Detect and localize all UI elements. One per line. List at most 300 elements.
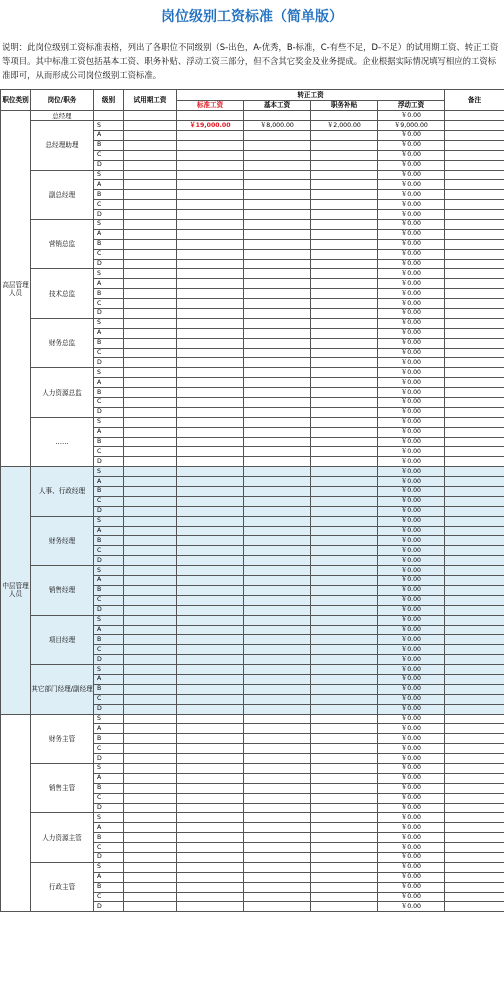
allowance-cell bbox=[311, 536, 378, 546]
grade-cell: S bbox=[94, 862, 124, 872]
remark-cell bbox=[445, 457, 504, 467]
float-cell: ￥0.00 bbox=[378, 229, 445, 239]
probation-cell bbox=[124, 427, 177, 437]
probation-cell bbox=[124, 496, 177, 506]
remark-cell bbox=[445, 556, 504, 566]
base-cell bbox=[244, 427, 311, 437]
remark-cell bbox=[445, 388, 504, 398]
remark-cell bbox=[445, 121, 504, 131]
allowance-cell bbox=[311, 744, 378, 754]
probation-cell bbox=[124, 625, 177, 635]
grade-cell: D bbox=[94, 852, 124, 862]
remark-cell bbox=[445, 378, 504, 388]
grade-cell: A bbox=[94, 130, 124, 140]
allowance-cell bbox=[311, 239, 378, 249]
grade-cell: D bbox=[94, 902, 124, 912]
standard-cell bbox=[177, 704, 244, 714]
base-cell bbox=[244, 219, 311, 229]
standard-cell bbox=[177, 378, 244, 388]
base-cell bbox=[244, 674, 311, 684]
allowance-cell bbox=[311, 358, 378, 368]
base-cell bbox=[244, 318, 311, 328]
float-cell: ￥0.00 bbox=[378, 882, 445, 892]
standard-cell bbox=[177, 289, 244, 299]
position-label: 总经理 bbox=[31, 111, 94, 121]
probation-cell bbox=[124, 516, 177, 526]
grade-cell: B bbox=[94, 289, 124, 299]
standard-cell bbox=[177, 170, 244, 180]
float-cell: ￥0.00 bbox=[378, 200, 445, 210]
allowance-cell bbox=[311, 833, 378, 843]
probation-cell bbox=[124, 882, 177, 892]
float-cell: ￥0.00 bbox=[378, 140, 445, 150]
position-label: 副总经理 bbox=[31, 170, 94, 219]
grade-cell: D bbox=[94, 309, 124, 319]
float-cell: ￥0.00 bbox=[378, 655, 445, 665]
base-cell bbox=[244, 773, 311, 783]
allowance-cell bbox=[311, 803, 378, 813]
grade-cell: S bbox=[94, 467, 124, 477]
allowance-cell bbox=[311, 674, 378, 684]
float-cell: ￥0.00 bbox=[378, 388, 445, 398]
probation-cell bbox=[124, 210, 177, 220]
base-cell bbox=[244, 714, 311, 724]
header-remark: 备注 bbox=[445, 90, 504, 111]
probation-cell bbox=[124, 566, 177, 576]
remark-cell bbox=[445, 427, 504, 437]
base-cell bbox=[244, 516, 311, 526]
header-grade: 级别 bbox=[94, 90, 124, 111]
allowance-cell bbox=[311, 338, 378, 348]
probation-cell bbox=[124, 862, 177, 872]
base-cell bbox=[244, 309, 311, 319]
float-cell: ￥0.00 bbox=[378, 417, 445, 427]
base-cell bbox=[244, 704, 311, 714]
remark-cell bbox=[445, 229, 504, 239]
remark-cell bbox=[445, 576, 504, 586]
standard-cell bbox=[177, 882, 244, 892]
allowance-cell bbox=[311, 734, 378, 744]
allowance-cell bbox=[311, 902, 378, 912]
allowance-cell bbox=[311, 477, 378, 487]
float-cell: ￥0.00 bbox=[378, 407, 445, 417]
standard-cell bbox=[177, 694, 244, 704]
standard-cell bbox=[177, 239, 244, 249]
base-cell bbox=[244, 546, 311, 556]
grade-cell: D bbox=[94, 704, 124, 714]
standard-cell bbox=[177, 615, 244, 625]
remark-cell bbox=[445, 279, 504, 289]
grade-cell: S bbox=[94, 417, 124, 427]
probation-cell bbox=[124, 793, 177, 803]
remark-cell bbox=[445, 793, 504, 803]
float-cell: ￥0.00 bbox=[378, 289, 445, 299]
probation-cell bbox=[124, 744, 177, 754]
grade-cell: A bbox=[94, 180, 124, 190]
probation-cell bbox=[124, 477, 177, 487]
probation-cell bbox=[124, 299, 177, 309]
standard-cell bbox=[177, 417, 244, 427]
allowance-cell bbox=[311, 665, 378, 675]
standard-cell bbox=[177, 338, 244, 348]
base-cell bbox=[244, 328, 311, 338]
standard-cell bbox=[177, 833, 244, 843]
probation-cell bbox=[124, 130, 177, 140]
position-label: 财务经理 bbox=[31, 516, 94, 565]
remark-cell bbox=[445, 516, 504, 526]
allowance-cell bbox=[311, 447, 378, 457]
allowance-cell: ￥2,000.00 bbox=[311, 121, 378, 131]
standard-cell bbox=[177, 506, 244, 516]
float-cell: ￥0.00 bbox=[378, 111, 445, 121]
grade-cell: S bbox=[94, 121, 124, 131]
table-row bbox=[1, 714, 504, 724]
remark-cell bbox=[445, 289, 504, 299]
float-cell: ￥0.00 bbox=[378, 783, 445, 793]
base-cell bbox=[244, 229, 311, 239]
grade-cell: A bbox=[94, 576, 124, 586]
allowance-cell bbox=[311, 684, 378, 694]
standard-cell bbox=[177, 487, 244, 497]
position-label: 总经理助理 bbox=[31, 121, 94, 170]
float-cell: ￥0.00 bbox=[378, 635, 445, 645]
standard-cell bbox=[177, 180, 244, 190]
remark-cell bbox=[445, 655, 504, 665]
remark-cell bbox=[445, 585, 504, 595]
remark-cell bbox=[445, 318, 504, 328]
allowance-cell bbox=[311, 130, 378, 140]
remark-cell bbox=[445, 595, 504, 605]
grade-cell: A bbox=[94, 378, 124, 388]
grade-cell: B bbox=[94, 388, 124, 398]
float-cell: ￥0.00 bbox=[378, 546, 445, 556]
allowance-cell bbox=[311, 852, 378, 862]
grade-cell: B bbox=[94, 487, 124, 497]
standard-cell bbox=[177, 210, 244, 220]
table-row bbox=[1, 417, 504, 427]
float-cell: ￥0.00 bbox=[378, 130, 445, 140]
float-cell: ￥0.00 bbox=[378, 150, 445, 160]
remark-cell bbox=[445, 744, 504, 754]
grade-cell: C bbox=[94, 447, 124, 457]
base-cell bbox=[244, 200, 311, 210]
allowance-cell bbox=[311, 170, 378, 180]
base-cell bbox=[244, 249, 311, 259]
float-cell: ￥0.00 bbox=[378, 605, 445, 615]
allowance-cell bbox=[311, 576, 378, 586]
position-label: 其它部门经理/副经理 bbox=[31, 665, 94, 714]
base-cell bbox=[244, 348, 311, 358]
header-standard: 标准工资 bbox=[177, 100, 244, 111]
allowance-cell bbox=[311, 328, 378, 338]
allowance-cell bbox=[311, 259, 378, 269]
allowance-cell bbox=[311, 496, 378, 506]
allowance-cell bbox=[311, 704, 378, 714]
float-cell: ￥0.00 bbox=[378, 378, 445, 388]
allowance-cell bbox=[311, 378, 378, 388]
probation-cell bbox=[124, 457, 177, 467]
table-row bbox=[1, 665, 504, 675]
grade-cell: D bbox=[94, 160, 124, 170]
base-cell bbox=[244, 259, 311, 269]
base-cell bbox=[244, 338, 311, 348]
remark-cell bbox=[445, 635, 504, 645]
allowance-cell bbox=[311, 140, 378, 150]
remark-cell bbox=[445, 734, 504, 744]
allowance-cell bbox=[311, 279, 378, 289]
remark-cell bbox=[445, 823, 504, 833]
base-cell bbox=[244, 239, 311, 249]
float-cell: ￥0.00 bbox=[378, 526, 445, 536]
probation-cell bbox=[124, 546, 177, 556]
float-cell: ￥0.00 bbox=[378, 210, 445, 220]
remark-cell bbox=[445, 843, 504, 853]
table-row bbox=[1, 269, 504, 279]
grade-cell: D bbox=[94, 407, 124, 417]
float-cell: ￥0.00 bbox=[378, 447, 445, 457]
base-cell bbox=[244, 358, 311, 368]
remark-cell bbox=[445, 299, 504, 309]
category-label bbox=[1, 714, 31, 912]
allowance-cell bbox=[311, 299, 378, 309]
grade-cell: B bbox=[94, 140, 124, 150]
float-cell: ￥0.00 bbox=[378, 684, 445, 694]
standard-cell bbox=[177, 902, 244, 912]
position-label: 人力资源总监 bbox=[31, 368, 94, 417]
float-cell: ￥0.00 bbox=[378, 328, 445, 338]
remark-cell bbox=[445, 852, 504, 862]
position-label: 销售经理 bbox=[31, 566, 94, 615]
base-cell bbox=[244, 803, 311, 813]
probation-cell bbox=[124, 348, 177, 358]
probation-cell bbox=[124, 417, 177, 427]
remark-cell bbox=[445, 111, 504, 121]
standard-cell bbox=[177, 556, 244, 566]
grade-cell: C bbox=[94, 546, 124, 556]
standard-cell bbox=[177, 576, 244, 586]
base-cell bbox=[244, 388, 311, 398]
table-row bbox=[1, 763, 504, 773]
remark-cell bbox=[445, 477, 504, 487]
standard-cell bbox=[177, 744, 244, 754]
remark-cell bbox=[445, 348, 504, 358]
float-cell: ￥0.00 bbox=[378, 566, 445, 576]
base-cell bbox=[244, 536, 311, 546]
standard-cell bbox=[177, 763, 244, 773]
base-cell: ￥8,000.00 bbox=[244, 121, 311, 131]
remark-cell bbox=[445, 487, 504, 497]
position-label: 营销总监 bbox=[31, 219, 94, 268]
standard-cell bbox=[177, 754, 244, 764]
float-cell: ￥0.00 bbox=[378, 437, 445, 447]
probation-cell bbox=[124, 803, 177, 813]
remark-cell bbox=[445, 684, 504, 694]
base-cell bbox=[244, 111, 311, 121]
float-cell: ￥0.00 bbox=[378, 862, 445, 872]
standard-cell bbox=[177, 734, 244, 744]
remark-cell bbox=[445, 219, 504, 229]
standard-cell bbox=[177, 516, 244, 526]
base-cell bbox=[244, 526, 311, 536]
standard-cell bbox=[177, 318, 244, 328]
base-cell bbox=[244, 882, 311, 892]
standard-cell bbox=[177, 368, 244, 378]
remark-cell bbox=[445, 694, 504, 704]
allowance-cell bbox=[311, 793, 378, 803]
allowance-cell bbox=[311, 150, 378, 160]
table-row bbox=[1, 467, 504, 477]
position-label: 财务主管 bbox=[31, 714, 94, 763]
float-cell: ￥0.00 bbox=[378, 279, 445, 289]
grade-cell: A bbox=[94, 773, 124, 783]
float-cell: ￥0.00 bbox=[378, 902, 445, 912]
allowance-cell bbox=[311, 655, 378, 665]
standard-cell bbox=[177, 813, 244, 823]
base-cell bbox=[244, 496, 311, 506]
remark-cell bbox=[445, 368, 504, 378]
grade-cell: S bbox=[94, 318, 124, 328]
allowance-cell bbox=[311, 229, 378, 239]
allowance-cell bbox=[311, 862, 378, 872]
base-cell bbox=[244, 783, 311, 793]
grade-cell: S bbox=[94, 516, 124, 526]
standard-cell bbox=[177, 526, 244, 536]
standard-cell bbox=[177, 299, 244, 309]
grade-cell: B bbox=[94, 882, 124, 892]
grade-cell: B bbox=[94, 190, 124, 200]
remark-cell bbox=[445, 160, 504, 170]
allowance-cell bbox=[311, 388, 378, 398]
standard-cell bbox=[177, 783, 244, 793]
remark-cell bbox=[445, 615, 504, 625]
position-label: 人力资源主管 bbox=[31, 813, 94, 862]
allowance-cell bbox=[311, 773, 378, 783]
remark-cell bbox=[445, 130, 504, 140]
probation-cell bbox=[124, 467, 177, 477]
base-cell bbox=[244, 902, 311, 912]
probation-cell bbox=[124, 407, 177, 417]
float-cell: ￥0.00 bbox=[378, 892, 445, 902]
standard-cell bbox=[177, 536, 244, 546]
base-cell bbox=[244, 665, 311, 675]
page-title: 岗位级别工资标准（简单版） bbox=[161, 9, 343, 25]
base-cell bbox=[244, 585, 311, 595]
standard-cell bbox=[177, 249, 244, 259]
remark-cell bbox=[445, 309, 504, 319]
grade-cell: D bbox=[94, 506, 124, 516]
float-cell: ￥0.00 bbox=[378, 190, 445, 200]
grade-cell: B bbox=[94, 833, 124, 843]
probation-cell bbox=[124, 714, 177, 724]
standard-cell bbox=[177, 793, 244, 803]
float-cell: ￥0.00 bbox=[378, 744, 445, 754]
remark-cell bbox=[445, 892, 504, 902]
probation-cell bbox=[124, 309, 177, 319]
standard-cell bbox=[177, 259, 244, 269]
probation-cell bbox=[124, 833, 177, 843]
standard-cell bbox=[177, 348, 244, 358]
standard-cell bbox=[177, 309, 244, 319]
base-cell bbox=[244, 684, 311, 694]
grade-cell: A bbox=[94, 477, 124, 487]
float-cell: ￥0.00 bbox=[378, 694, 445, 704]
probation-cell bbox=[124, 615, 177, 625]
grade-cell: S bbox=[94, 368, 124, 378]
standard-cell bbox=[177, 219, 244, 229]
probation-cell bbox=[124, 150, 177, 160]
remark-cell bbox=[445, 714, 504, 724]
probation-cell bbox=[124, 605, 177, 615]
float-cell: ￥0.00 bbox=[378, 487, 445, 497]
base-cell bbox=[244, 566, 311, 576]
standard-cell bbox=[177, 437, 244, 447]
grade-cell: B bbox=[94, 338, 124, 348]
remark-cell bbox=[445, 704, 504, 714]
base-cell bbox=[244, 843, 311, 853]
float-cell: ￥0.00 bbox=[378, 803, 445, 813]
standard-cell bbox=[177, 358, 244, 368]
float-cell: ￥0.00 bbox=[378, 674, 445, 684]
allowance-cell bbox=[311, 813, 378, 823]
standard-cell bbox=[177, 655, 244, 665]
table-row bbox=[1, 170, 504, 180]
remark-cell bbox=[445, 496, 504, 506]
probation-cell bbox=[124, 338, 177, 348]
position-label: 技术总监 bbox=[31, 269, 94, 318]
float-cell: ￥0.00 bbox=[378, 773, 445, 783]
allowance-cell bbox=[311, 160, 378, 170]
probation-cell bbox=[124, 506, 177, 516]
float-cell: ￥0.00 bbox=[378, 516, 445, 526]
category-label: 中层管理人员 bbox=[1, 467, 31, 714]
grade-cell: D bbox=[94, 556, 124, 566]
probation-cell bbox=[124, 595, 177, 605]
base-cell bbox=[244, 457, 311, 467]
remark-cell bbox=[445, 625, 504, 635]
allowance-cell bbox=[311, 111, 378, 121]
base-cell bbox=[244, 279, 311, 289]
remark-cell bbox=[445, 506, 504, 516]
standard-cell bbox=[177, 566, 244, 576]
remark-cell bbox=[445, 437, 504, 447]
grade-cell: A bbox=[94, 823, 124, 833]
salary-table bbox=[0, 89, 504, 912]
standard-cell bbox=[177, 625, 244, 635]
allowance-cell bbox=[311, 546, 378, 556]
grade-cell: S bbox=[94, 269, 124, 279]
header-probation: 试用期工资 bbox=[124, 90, 177, 111]
remark-cell bbox=[445, 150, 504, 160]
grade-cell: A bbox=[94, 427, 124, 437]
probation-cell bbox=[124, 388, 177, 398]
base-cell bbox=[244, 556, 311, 566]
probation-cell bbox=[124, 447, 177, 457]
grade-cell: C bbox=[94, 200, 124, 210]
probation-cell bbox=[124, 536, 177, 546]
float-cell: ￥0.00 bbox=[378, 556, 445, 566]
probation-cell bbox=[124, 140, 177, 150]
float-cell: ￥0.00 bbox=[378, 665, 445, 675]
description-text: 说明：此岗位级别工资标准表格，列出了各职位不同级别（S-出色，A-优秀，B-标准，C-有些不足，D-不足）的试用期工资、转正工资等项目。其中标准工资包括基本工资、职务补贴、浮动工资三部分，但不含其它奖金及业务提成。企业根据实际情况填写相应的工资标准即可，从而形成公司岗位级别工资标准。 bbox=[2, 42, 499, 80]
probation-cell bbox=[124, 783, 177, 793]
base-cell bbox=[244, 180, 311, 190]
base-cell bbox=[244, 734, 311, 744]
base-cell bbox=[244, 170, 311, 180]
base-cell bbox=[244, 595, 311, 605]
standard-cell bbox=[177, 892, 244, 902]
grade-cell bbox=[94, 111, 124, 121]
grade-cell: B bbox=[94, 783, 124, 793]
